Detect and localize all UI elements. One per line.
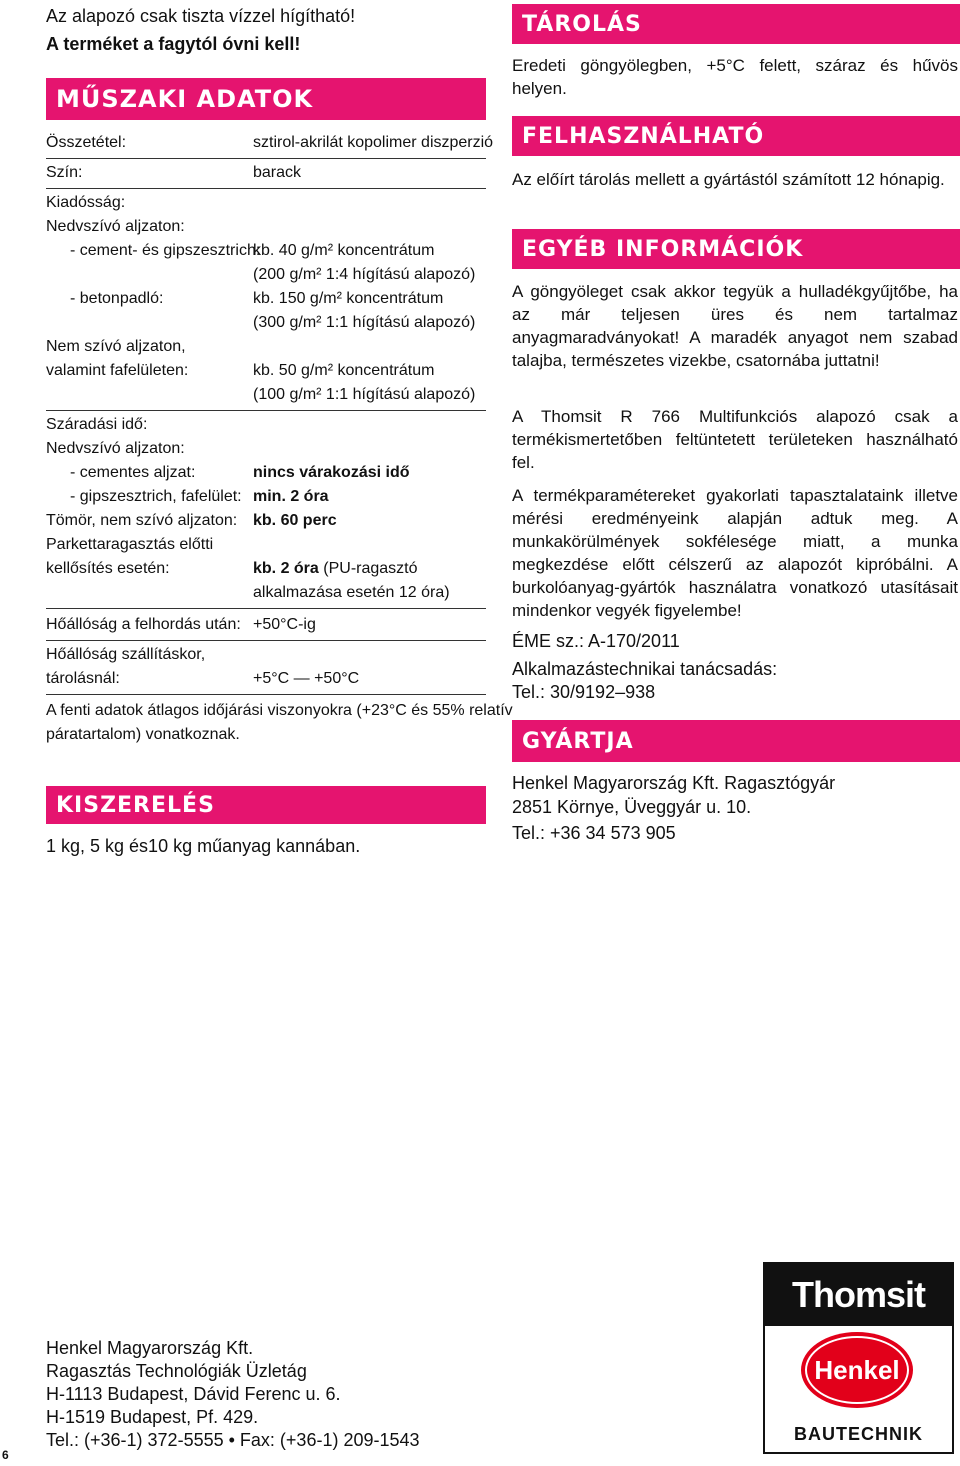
other-info-paragraph-3: A termékparamétereket gyakorlati tapasztalataink illetve mérési eredményeink alapján adtuk meg. A munkakörülmények sokfélesége miatt, a munka megkezdése előtt célszerű az alapozót kipróbálni. A burkolóanyag-gyártók használatra vonatkozó utasításait mindenkor vegyék figyelembe! <box>512 486 958 620</box>
other-info-paragraph-2: A Thomsit R 766 Multifunkciós alapozó csak a termékismertetőben feltüntetett területeken használható fel. <box>512 407 958 472</box>
composition-label: Összetétel: <box>46 134 127 151</box>
thomsit-wordmark: Thomsit <box>792 1274 925 1315</box>
section-title: EGYÉB INFORMÁCIÓK <box>522 236 804 262</box>
gypsum-wood-label: - gipszesztrich, fafelület: <box>70 488 242 505</box>
packaging-text: 1 kg, 5 kg és10 kg műanyag kannában. <box>46 836 361 856</box>
thomsit-banner <box>765 1264 952 1326</box>
shelf-life-text: Az előírt tárolás mellett a gyártástól számított 12 hónapig. <box>512 170 945 189</box>
brand-logo <box>763 1262 954 1454</box>
note-line-2: páratartalom) vonatkoznak. <box>46 726 240 743</box>
dense-substrate-value: kb. 60 perc <box>253 512 337 529</box>
heat-resistance-label: Hőállóság a felhordás után: <box>46 616 241 633</box>
divider <box>46 158 486 159</box>
section-header-technical-data <box>46 78 486 120</box>
non-absorbent-label-2: valamint fafelületen: <box>46 362 189 379</box>
page-number: 6 <box>2 1448 9 1462</box>
coverage-label: Kiadósság: <box>46 194 126 211</box>
eme-number: ÉME sz.: A-170/2011 <box>512 631 680 651</box>
cementitious-value: nincs várakozási idő <box>253 464 410 481</box>
cement-screed-label: - cement- és gipszesztrich: <box>70 242 261 259</box>
divider <box>46 640 486 641</box>
footer-address-1: H-1113 Budapest, Dávid Ferenc u. 6. <box>46 1384 341 1404</box>
concrete-floor-dilution: (300 g/m² 1:1 hígítású alapozó) <box>253 314 476 331</box>
section-title: KISZERELÉS <box>56 792 215 818</box>
henkel-oval-ring <box>805 1336 909 1404</box>
note-line-1: A fenti adatok átlagos időjárási viszonyokra (+23°C és 55% relatív <box>46 702 513 719</box>
parquet-label-2: kellősítés esetén: <box>46 560 170 577</box>
section-header-shelf-life <box>512 116 960 156</box>
heat-resistance-value: +50°C-ig <box>253 616 316 633</box>
transport-heat-label-1: Hőállóság szállításkor, <box>46 646 206 663</box>
footer-address-2: H-1519 Budapest, Pf. 429. <box>46 1407 259 1427</box>
warning-dilution: Az alapozó csak tiszta vízzel hígítható! <box>46 6 356 26</box>
parquet-value <box>253 560 418 578</box>
divider <box>46 188 486 189</box>
manufacturer-name: Henkel Magyarország Kft. Ragasztógyár <box>512 773 836 793</box>
warning-frost: A terméket a fagytól óvni kell! <box>46 34 301 54</box>
parquet-value-2: alkalmazása esetén 12 óra) <box>253 584 450 601</box>
tech-advice-phone: Tel.: 30/9192–938 <box>512 682 656 702</box>
manufacturer-phone: Tel.: +36 34 573 905 <box>512 823 676 843</box>
gypsum-wood-value: min. 2 óra <box>253 488 329 505</box>
bautechnik-wordmark: BAUTECHNIK <box>794 1423 923 1444</box>
non-absorbent-label-1: Nem szívó aljzaton, <box>46 338 186 355</box>
color-label: Szín: <box>46 164 83 181</box>
manufacturer-address: 2851 Környe, Üveggyár u. 10. <box>512 797 752 817</box>
footer-division: Ragasztás Technológiák Üzletág <box>46 1361 307 1381</box>
non-absorbent-dilution: (100 g/m² 1:1 hígítású alapozó) <box>253 386 476 403</box>
tech-advice-label: Alkalmazástechnikai tanácsadás: <box>512 659 778 679</box>
footer-contact: Tel.: (+36-1) 372-5555 • Fax: (+36-1) 209-1543 <box>46 1430 420 1450</box>
footer-company: Henkel Magyarország Kft. <box>46 1338 254 1358</box>
transport-heat-value: +5°C — +50°C <box>253 670 360 687</box>
absorbent-substrate-label: Nedvszívó aljzaton: <box>46 218 185 235</box>
section-title: TÁROLÁS <box>522 11 642 37</box>
parquet-label-1: Parkettaragasztás előtti <box>46 536 214 553</box>
drying-time-label: Száradási idő: <box>46 416 148 433</box>
section-header-packaging <box>46 786 486 824</box>
divider <box>46 608 486 609</box>
concrete-floor-value: kb. 150 g/m² koncentrátum <box>253 290 444 307</box>
transport-heat-label-2: tárolásnál: <box>46 670 120 687</box>
section-title: GYÁRTJA <box>522 728 634 754</box>
cementitious-label: - cementes aljzat: <box>70 464 196 481</box>
divider <box>46 410 486 411</box>
storage-text: Eredeti göngyölegben, +5°C felett, száraz és hűvös helyen. <box>512 56 958 98</box>
cement-screed-dilution: (200 g/m² 1:4 hígítású alapozó) <box>253 266 476 283</box>
section-header-other-info <box>512 229 960 269</box>
parquet-value-rest: (PU-ragasztó <box>318 560 418 577</box>
color-value: barack <box>253 164 302 181</box>
section-header-manufacturer <box>512 720 960 762</box>
section-title: FELHASZNÁLHATÓ <box>522 123 765 149</box>
section-header-storage <box>512 4 960 44</box>
composition-value: sztirol-akrilát kopolimer diszperzió <box>253 134 494 151</box>
parquet-value-bold: kb. 2 óra <box>253 560 319 577</box>
dense-substrate-label: Tömör, nem szívó aljzaton: <box>46 512 238 529</box>
non-absorbent-value: kb. 50 g/m² koncentrátum <box>253 362 435 379</box>
henkel-wordmark: Henkel <box>814 1354 900 1385</box>
absorbent-substrate-label-2: Nedvszívó aljzaton: <box>46 440 185 457</box>
bautechnik-row <box>765 1418 952 1450</box>
henkel-oval <box>801 1332 913 1408</box>
other-info-paragraph-1: A göngyöleget csak akkor tegyük a hulladékgyűjtőbe, ha az már teljesen üres és nem tartalmaz anyagmaradványokat! A maradék anyagot nem szabad talajba, természetes vizekbe, csatornába juttatni! <box>512 282 958 370</box>
concrete-floor-label: - betonpadló: <box>70 290 164 307</box>
section-title: MŰSZAKI ADATOK <box>56 85 314 113</box>
cement-screed-value: kb. 40 g/m² koncentrátum <box>253 242 435 259</box>
divider <box>46 694 486 695</box>
